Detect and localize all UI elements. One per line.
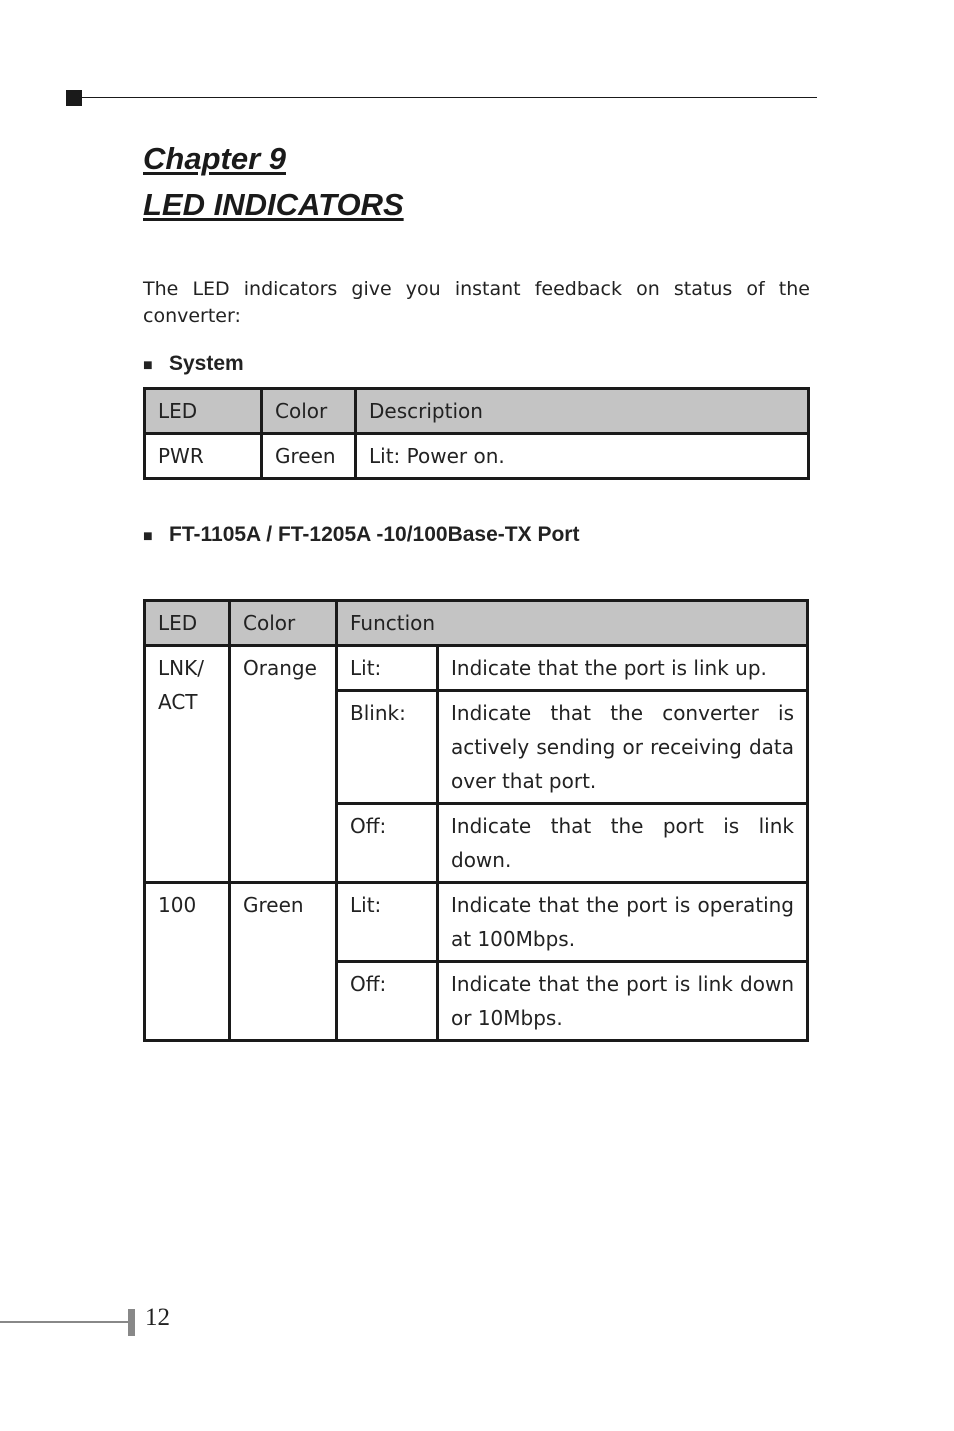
header-cell-function: Function xyxy=(337,601,808,646)
intro-paragraph: The LED indicators give you instant feedback on status of the converter: xyxy=(143,278,810,327)
cell-function: Indicate that the port is link down or 10Mbps. xyxy=(438,962,808,1041)
bullet-square-icon: ■ xyxy=(143,357,153,374)
header-cell-led: LED xyxy=(145,601,230,646)
table-header-row xyxy=(145,389,809,434)
header-square-mark xyxy=(66,90,82,106)
table-row xyxy=(145,883,808,962)
header-cell-description: Description xyxy=(356,389,809,434)
cell-function: Indicate that the converter is actively sending or receiving data over that port. xyxy=(438,691,808,804)
header-rule xyxy=(82,97,817,98)
chapter-name: LED INDICATORS xyxy=(143,187,404,222)
cell-description: Lit: Power on. xyxy=(356,434,809,479)
cell-state: Blink: xyxy=(337,691,438,804)
cell-function: Indicate that the port is link down. xyxy=(438,804,808,883)
cell-color: Green xyxy=(230,883,337,1041)
cell-led: PWR xyxy=(145,434,262,479)
bullet-square-icon: ■ xyxy=(143,528,153,545)
cell-state: Off: xyxy=(337,804,438,883)
header-cell-led: LED xyxy=(145,389,262,434)
chapter-title xyxy=(143,136,404,228)
section-heading-label: System xyxy=(169,352,244,375)
table-header-row xyxy=(145,601,808,646)
page-number: 12 xyxy=(145,1304,170,1331)
cell-state: Lit: xyxy=(337,883,438,962)
table-row xyxy=(145,434,809,479)
chapter-number: Chapter 9 xyxy=(143,141,286,176)
cell-color: Green xyxy=(262,434,356,479)
cell-function: Indicate that the port is link up. xyxy=(438,646,808,691)
cell-led: LNK/ ACT xyxy=(145,646,230,883)
section-heading-port xyxy=(143,523,579,547)
footer-rule xyxy=(0,1321,128,1323)
cell-function: Indicate that the port is operating at 100Mbps. xyxy=(438,883,808,962)
header-cell-color: Color xyxy=(262,389,356,434)
cell-led: 100 xyxy=(145,883,230,1041)
section-heading-system xyxy=(143,352,244,376)
section-heading-label: FT-1105A / FT-1205A -10/100Base-TX Port xyxy=(169,523,580,546)
table-row xyxy=(145,646,808,691)
port-led-table xyxy=(143,599,809,1042)
header-cell-color: Color xyxy=(230,601,337,646)
footer-bar-mark xyxy=(128,1309,135,1336)
system-led-table xyxy=(143,387,810,480)
cell-state: Lit: xyxy=(337,646,438,691)
cell-state: Off: xyxy=(337,962,438,1041)
cell-color: Orange xyxy=(230,646,337,883)
